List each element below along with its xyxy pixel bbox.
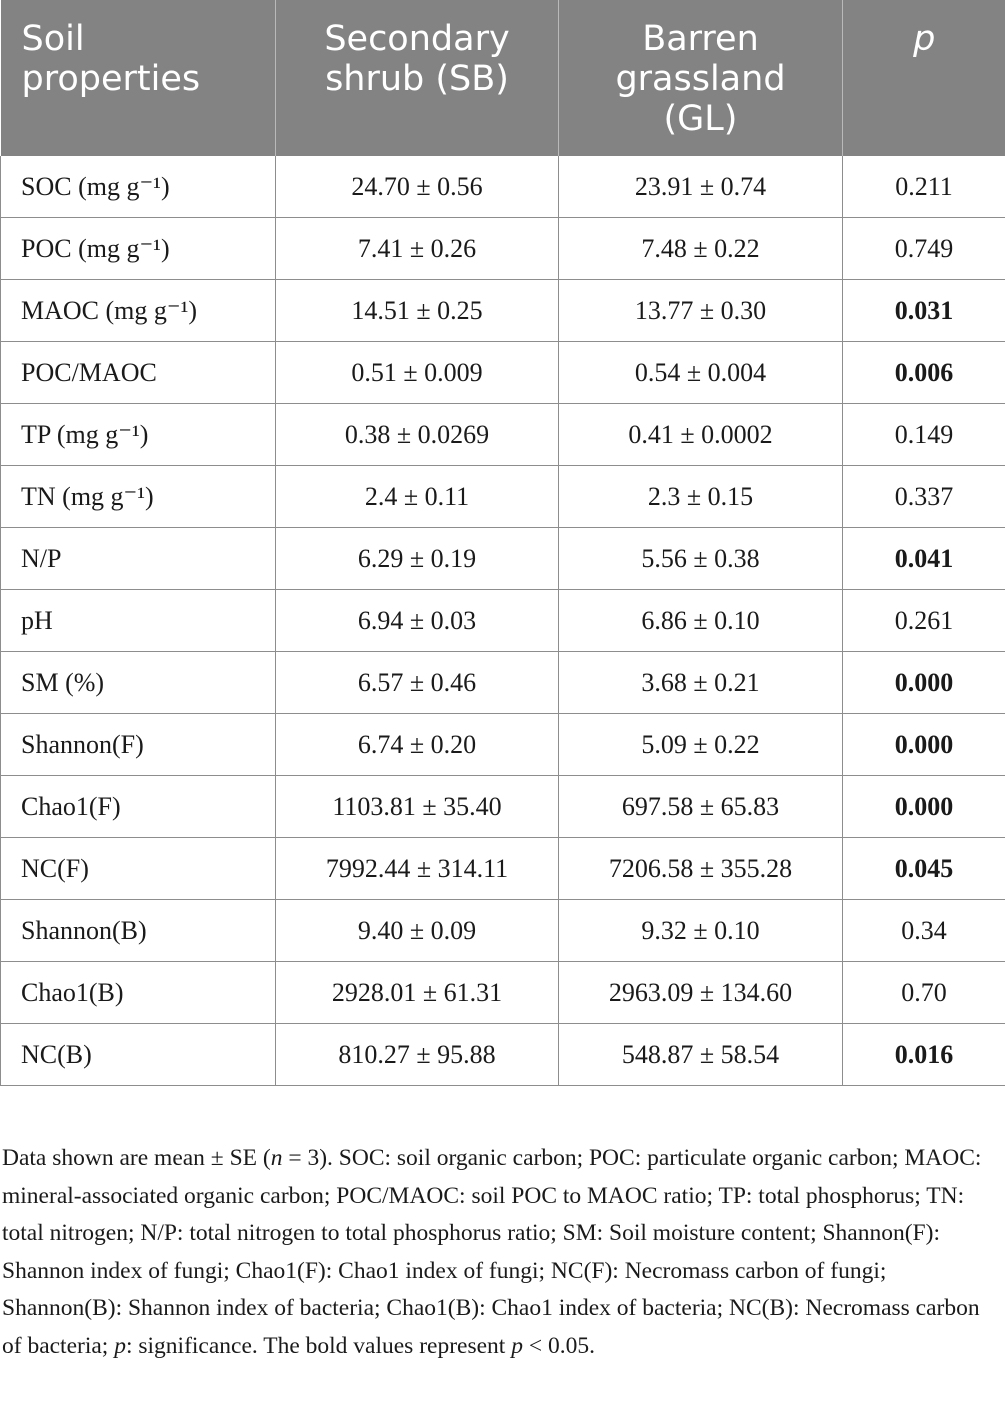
- sb-value-cell: 0.38 ± 0.0269: [276, 404, 559, 466]
- header-soil-properties: [1, 0, 276, 156]
- p-value-cell: 0.000: [843, 714, 1005, 776]
- gl-value-cell: 6.86 ± 0.10: [559, 590, 843, 652]
- footnote-text: < 0.05.: [522, 1332, 595, 1359]
- sb-value-cell: 810.27 ± 95.88: [276, 1024, 559, 1086]
- p-value-cell: 0.337: [843, 466, 1005, 528]
- gl-value-cell: 5.09 ± 0.22: [559, 714, 843, 776]
- gl-value-cell: 9.32 ± 0.10: [559, 900, 843, 962]
- p-value-cell: 0.149: [843, 404, 1005, 466]
- table-row: [1, 838, 1005, 900]
- property-cell: N/P: [1, 528, 276, 590]
- sb-value-cell: 6.57 ± 0.46: [276, 652, 559, 714]
- header-line: Barren: [642, 19, 759, 59]
- p-value-cell: 0.261: [843, 590, 1005, 652]
- property-cell: NC(B): [1, 1024, 276, 1086]
- property-cell: Chao1(F): [1, 776, 276, 838]
- sb-value-cell: 9.40 ± 0.09: [276, 900, 559, 962]
- header-line: Soil: [21, 19, 85, 59]
- property-cell: POC (mg g⁻¹): [1, 218, 276, 280]
- sb-value-cell: 6.94 ± 0.03: [276, 590, 559, 652]
- gl-value-cell: 23.91 ± 0.74: [559, 156, 843, 218]
- p-value-cell: 0.045: [843, 838, 1005, 900]
- table-row: [1, 156, 1005, 218]
- footnote-text: = 3). SOC: soil organic carbon; POC: particulate organic carbon; MAOC: mineral-associated organic carbon; POC/MAOC: soil POC to MAOC ratio; TP: total phosphorus; TN: total nitrogen; N/P: total nitrogen to total phosphorus ratio; SM: Soil moisture content; Shannon(F): Shannon index of fungi; Chao1(F): Chao1 index of fungi; NC(F): Necromass carbon of fungi; Shannon(B): Shannon index of bacteria; Chao1(B): Chao1 index of bacteria; NC(B): Necromass carbon of bacteria;: [2, 1145, 982, 1359]
- footnote-variable: p: [511, 1332, 523, 1359]
- sb-value-cell: 7992.44 ± 314.11: [276, 838, 559, 900]
- property-cell: SOC (mg g⁻¹): [1, 156, 276, 218]
- header-line: Secondary: [324, 19, 510, 59]
- table-row: [1, 404, 1005, 466]
- sb-value-cell: 2928.01 ± 61.31: [276, 962, 559, 1024]
- property-cell: TN (mg g⁻¹): [1, 466, 276, 528]
- gl-value-cell: 0.54 ± 0.004: [559, 342, 843, 404]
- header-line: properties: [21, 59, 201, 99]
- table-row: [1, 590, 1005, 652]
- property-cell: SM (%): [1, 652, 276, 714]
- table-row: [1, 280, 1005, 342]
- sb-value-cell: 6.74 ± 0.20: [276, 714, 559, 776]
- footnote-variable: n: [270, 1145, 283, 1171]
- header-line: p: [913, 19, 936, 59]
- table-row: [1, 528, 1005, 590]
- table-row: [1, 900, 1005, 962]
- header-barren-grassland: [559, 0, 843, 156]
- sb-value-cell: 14.51 ± 0.25: [276, 280, 559, 342]
- gl-value-cell: 3.68 ± 0.21: [559, 652, 843, 714]
- table-header-row: [1, 0, 1005, 156]
- header-line: grassland: [615, 59, 786, 99]
- p-value-cell: 0.000: [843, 776, 1005, 838]
- header-p-value: [843, 0, 1005, 156]
- p-value-cell: 0.749: [843, 218, 1005, 280]
- gl-value-cell: 7.48 ± 0.22: [559, 218, 843, 280]
- property-cell: MAOC (mg g⁻¹): [1, 280, 276, 342]
- footnote-text: Data shown are mean ± SE (: [2, 1145, 271, 1171]
- table-footnote: [2, 1140, 1002, 1365]
- gl-value-cell: 5.56 ± 0.38: [559, 528, 843, 590]
- header-line: (GL): [663, 99, 738, 139]
- p-value-cell: 0.031: [843, 280, 1005, 342]
- gl-value-cell: 0.41 ± 0.0002: [559, 404, 843, 466]
- p-value-cell: 0.34: [843, 900, 1005, 962]
- p-value-cell: 0.70: [843, 962, 1005, 1024]
- property-cell: POC/MAOC: [1, 342, 276, 404]
- table-row: [1, 776, 1005, 838]
- gl-value-cell: 2963.09 ± 134.60: [559, 962, 843, 1024]
- sb-value-cell: 2.4 ± 0.11: [276, 466, 559, 528]
- sb-value-cell: 24.70 ± 0.56: [276, 156, 559, 218]
- footnote-variable: p: [114, 1332, 126, 1359]
- header-secondary-shrub: [276, 0, 559, 156]
- property-cell: Chao1(B): [1, 962, 276, 1024]
- table-row: [1, 652, 1005, 714]
- sb-value-cell: 1103.81 ± 35.40: [276, 776, 559, 838]
- table-row: [1, 1024, 1005, 1086]
- sb-value-cell: 0.51 ± 0.009: [276, 342, 559, 404]
- table-row: [1, 962, 1005, 1024]
- table-row: [1, 218, 1005, 280]
- p-value-cell: 0.016: [843, 1024, 1005, 1086]
- table-row: [1, 714, 1005, 776]
- p-value-cell: 0.041: [843, 528, 1005, 590]
- property-cell: TP (mg g⁻¹): [1, 404, 276, 466]
- table-row: [1, 466, 1005, 528]
- gl-value-cell: 548.87 ± 58.54: [559, 1024, 843, 1086]
- property-cell: Shannon(B): [1, 900, 276, 962]
- header-line: shrub (SB): [325, 59, 509, 99]
- footnote-text: : significance. The bold values represent: [125, 1332, 512, 1359]
- table-row: [1, 342, 1005, 404]
- sb-value-cell: 7.41 ± 0.26: [276, 218, 559, 280]
- p-value-cell: 0.000: [843, 652, 1005, 714]
- property-cell: pH: [1, 590, 276, 652]
- sb-value-cell: 6.29 ± 0.19: [276, 528, 559, 590]
- property-cell: NC(F): [1, 838, 276, 900]
- p-value-cell: 0.006: [843, 342, 1005, 404]
- p-value-cell: 0.211: [843, 156, 1005, 218]
- property-cell: Shannon(F): [1, 714, 276, 776]
- gl-value-cell: 2.3 ± 0.15: [559, 466, 843, 528]
- gl-value-cell: 7206.58 ± 355.28: [559, 838, 843, 900]
- gl-value-cell: 697.58 ± 65.83: [559, 776, 843, 838]
- gl-value-cell: 13.77 ± 0.30: [559, 280, 843, 342]
